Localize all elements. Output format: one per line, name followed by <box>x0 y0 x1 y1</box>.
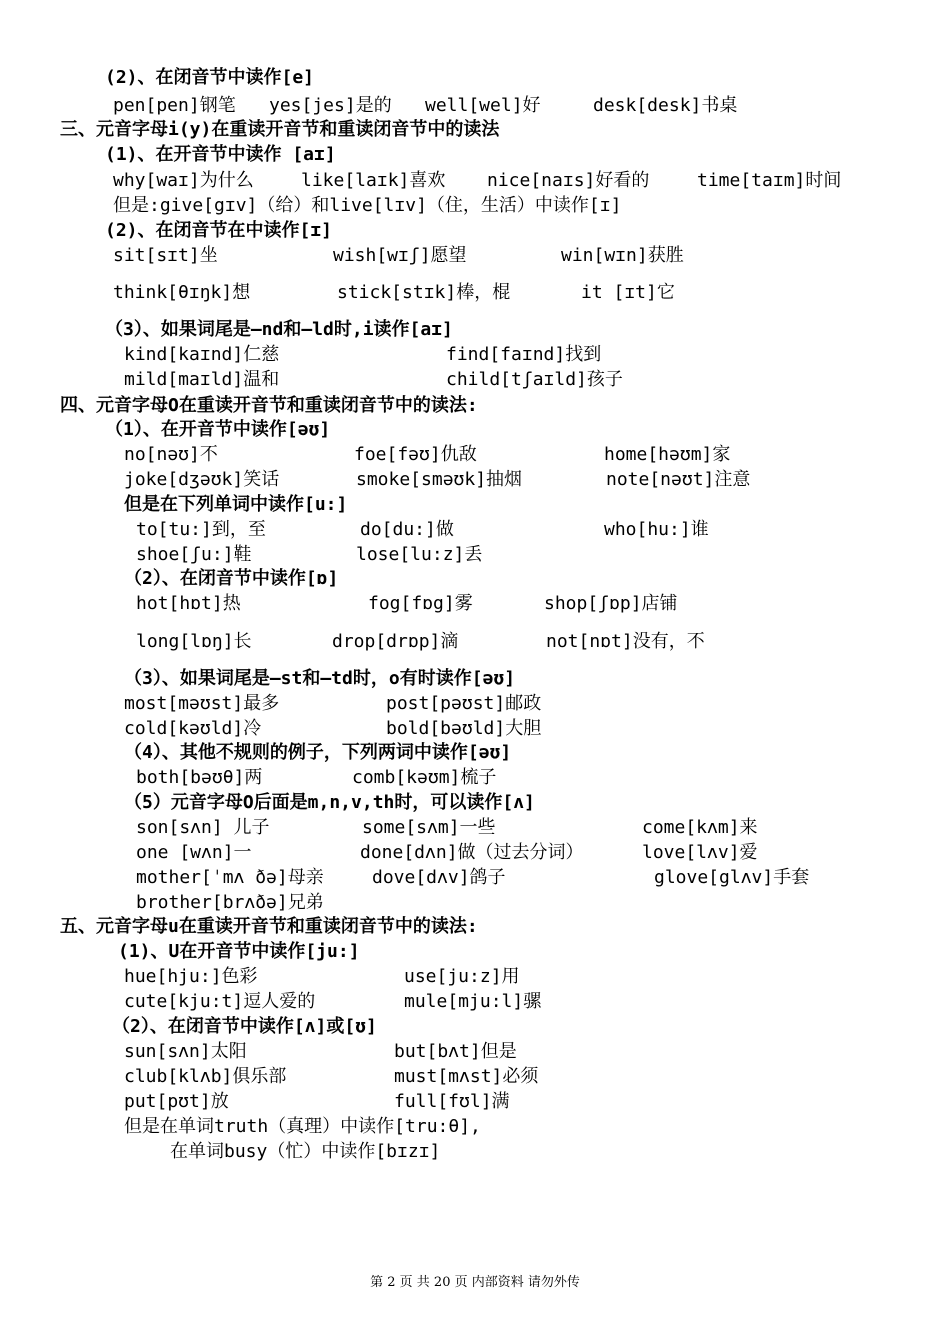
vocab-word: but[bʌt]但是 <box>394 1041 517 1062</box>
section-heading: (1)、在开音节中读作 [aɪ] <box>105 144 336 165</box>
vocab-word: think[θɪŋk]想 <box>113 282 251 303</box>
section-heading: （2）、在闭音节中读作[ʌ]或[ʊ] <box>112 1016 377 1037</box>
section-heading: （2）、在闭音节中读作[ɒ] <box>124 568 339 589</box>
vocab-word: not[nɒt]没有，不 <box>546 631 705 652</box>
vocab-word: time[taɪm]时间 <box>697 170 842 191</box>
vocab-word: mother[ˈmʌ ðə]母亲 <box>136 867 324 888</box>
vocab-word: love[lʌv]爱 <box>642 842 758 863</box>
vocab-word: lose[lu:z]丢 <box>356 544 483 565</box>
section-heading: 三、元音字母i(y)在重读开音节和重读闭音节中的读法 <box>60 119 500 140</box>
vocab-word: shop[ʃɒp]店铺 <box>544 593 678 614</box>
vocab-word: sit[sɪt]坐 <box>113 245 218 266</box>
vocab-word: dove[dʌv]鸽子 <box>372 867 506 888</box>
vocab-word: done[dʌn]做（过去分词） <box>360 842 584 863</box>
vocab-word: sun[sʌn]太阳 <box>124 1041 247 1062</box>
section-heading: （4）、其他不规则的例子，下列两词中读作[əʊ] <box>124 742 512 763</box>
vocab-word: no[nəʊ]不 <box>124 444 218 465</box>
vocab-word: most[məʊst]最多 <box>124 693 280 714</box>
vocab-word: well[wel]好 <box>425 95 541 116</box>
vocab-word: stick[stɪk]棒，棍 <box>337 282 511 303</box>
section-heading: 五、元音字母u在重读开音节和重读闭音节中的读法: <box>60 916 478 937</box>
vocab-word: who[hu:]谁 <box>604 519 709 540</box>
vocab-word: drop[drɒp]滴 <box>332 631 459 652</box>
vocab-word: club[klʌb]俱乐部 <box>124 1066 287 1087</box>
vocab-word: post[pəʊst]邮政 <box>386 693 542 714</box>
vocab-word: it [ɪt]它 <box>581 282 675 303</box>
vocab-word: find[faɪnd]找到 <box>446 344 602 365</box>
vocab-word: hot[hɒt]热 <box>136 593 241 614</box>
vocab-word: why[waɪ]为什么 <box>113 170 254 191</box>
section-heading: (1)、U在开音节中读作[ju:] <box>118 941 360 962</box>
vocab-word: bold[bəʊld]大胆 <box>386 718 542 739</box>
section-heading: （3）、如果词尾是—st和—td时，o有时读作[əʊ] <box>124 668 516 689</box>
section-heading: （1）、在开音节中读作[əʊ] <box>105 419 331 440</box>
vocab-word: must[mʌst]必须 <box>394 1066 539 1087</box>
section-heading: 但是在下列单词中读作[u:] <box>124 494 348 515</box>
vocab-word: put[pʊt]放 <box>124 1091 229 1112</box>
page-footer: 第 2 页 共 20 页 内部资料 请勿外传 <box>370 1275 580 1290</box>
vocab-word: brother[brʌðə]兄弟 <box>136 892 324 913</box>
vocab-word: kind[kaɪnd]仁慈 <box>124 344 280 365</box>
section-heading: （3）、如果词尾是—nd和—ld时,i读作[aɪ] <box>105 319 453 340</box>
vocab-word: pen[pen]钢笔 <box>113 95 236 116</box>
vocab-word: to[tu:]到，至 <box>136 519 266 540</box>
text-line: 在单词busy（忙）中读作[bɪzɪ] <box>170 1141 441 1162</box>
vocab-word: mule[mju:l]骡 <box>404 991 542 1012</box>
section-heading: （5）元音字母O后面是m,n,v,th时，可以读作[ʌ] <box>124 792 535 813</box>
vocab-word: win[wɪn]获胜 <box>561 245 684 266</box>
text-line: 但是:give[gɪv]（给）和live[lɪv]（住，生活）中读作[ɪ] <box>113 195 622 216</box>
vocab-word: child[tʃaɪld]孩子 <box>446 369 623 390</box>
section-heading: (2)、在闭音节中读作[e] <box>105 67 315 88</box>
vocab-word: yes[jes]是的 <box>269 95 392 116</box>
vocab-word: hue[hju:]色彩 <box>124 966 258 987</box>
vocab-word: fog[fɒg]雾 <box>368 593 473 614</box>
vocab-word: note[nəʊt]注意 <box>606 469 751 490</box>
vocab-word: shoe[ʃu:]鞋 <box>136 544 252 565</box>
vocab-word: use[ju:z]用 <box>404 966 520 987</box>
vocab-word: long[lɒŋ]长 <box>136 631 252 652</box>
vocab-word: one [wʌn]一 <box>136 842 252 863</box>
vocab-word: full[fʊl]满 <box>394 1091 510 1112</box>
vocab-word: cold[kəʊld]冷 <box>124 718 262 739</box>
section-heading: (2)、在闭音节在中读作[ɪ] <box>105 220 333 241</box>
vocab-word: do[du:]做 <box>360 519 454 540</box>
section-heading: 四、元音字母O在重读开音节和重读闭音节中的读法: <box>60 395 478 416</box>
vocab-word: both[bəʊθ]两 <box>136 767 263 788</box>
vocab-word: foe[fəʊ]仇敌 <box>354 444 477 465</box>
vocab-word: glove[glʌv]手套 <box>654 867 810 888</box>
vocab-word: cute[kju:t]逗人爱的 <box>124 991 316 1012</box>
vocab-word: desk[desk]书桌 <box>593 95 738 116</box>
vocab-word: mild[maɪld]温和 <box>124 369 280 390</box>
vocab-word: son[sʌn] 儿子 <box>136 817 270 838</box>
vocab-word: some[sʌm]一些 <box>362 817 496 838</box>
vocab-word: comb[kəʊm]梳子 <box>352 767 497 788</box>
text-line: 但是在单词truth（真理）中读作[tru:θ], <box>124 1116 481 1137</box>
vocab-word: wish[wɪʃ]愿望 <box>333 245 467 266</box>
vocab-word: home[həʊm]家 <box>604 444 731 465</box>
vocab-word: joke[dʒəʊk]笑话 <box>124 469 280 490</box>
vocab-word: like[laɪk]喜欢 <box>301 170 446 191</box>
vocab-word: smoke[sməʊk]抽烟 <box>356 469 523 490</box>
vocab-word: come[kʌm]来 <box>642 817 758 838</box>
vocab-word: nice[naɪs]好看的 <box>487 170 650 191</box>
